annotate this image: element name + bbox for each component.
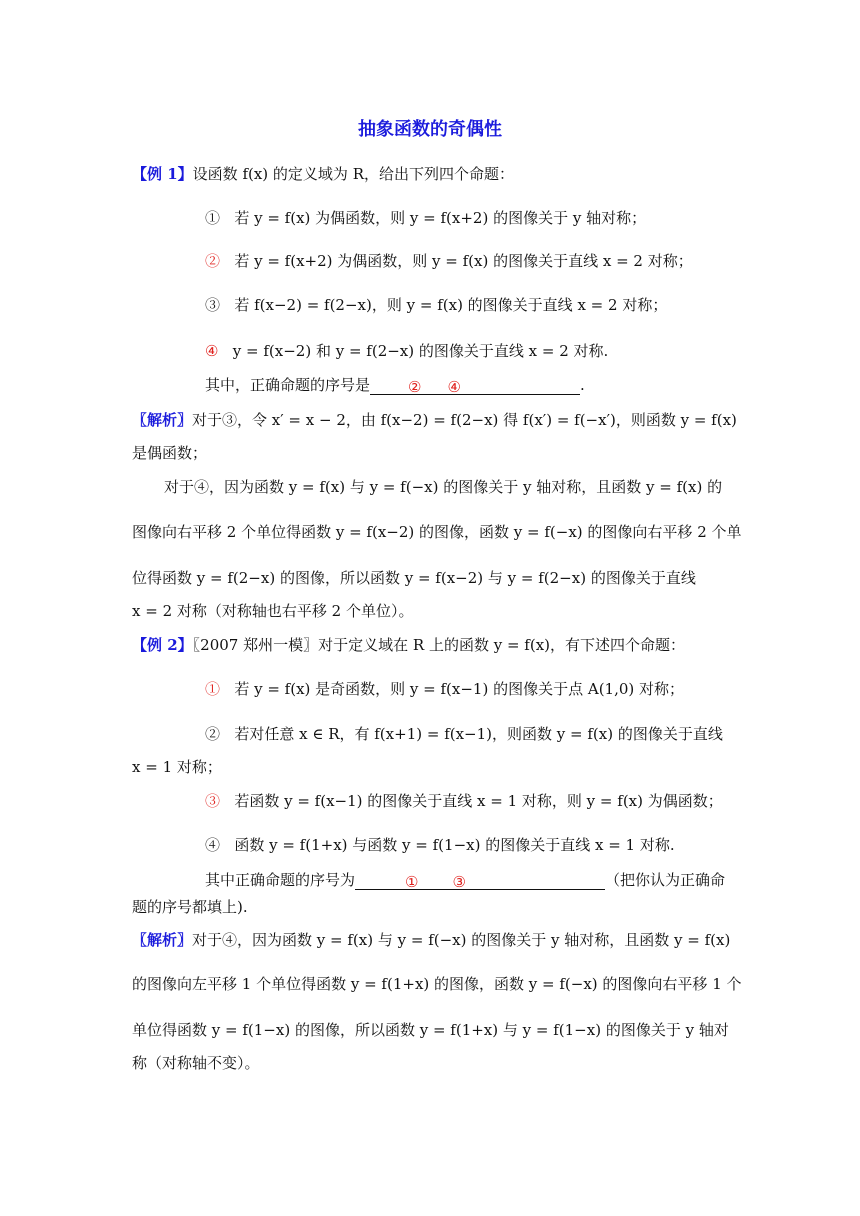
item-text: 若 y = f(x+2) 为偶函数，则 y = f(x) 的图像关于直线 x = 2 对称； [234,252,693,270]
example-1-item-4 [205,340,608,362]
solution-2-line-3: 单位得函数 y = f(1−x) 的图像，所以函数 y = f(1+x) 与 y = f(1−x) 的图像关于 y 轴对 [132,1021,729,1039]
solution-1-text: 对于③，令 x′ = x − 2，由 f(x−2) = f(2−x) 得 f(x′) = f(−x′)，则函数 y = f(x) [192,411,737,429]
answer-prefix: 其中，正确命题的序号是 [205,376,371,394]
example-2-stem [132,634,685,656]
solution-2-text: 对于④，因为函数 y = f(x) 与 y = f(−x) 的图像关于 y 轴对称，且函数 y = f(x) [192,931,731,949]
example-1-tag: 【例 1】 [132,165,193,183]
answer-prefix: 其中正确命题的序号为 [205,871,356,889]
solution-1-line-5: 位得函数 y = f(2−x) 的图像，所以函数 y = f(x−2) 与 y = f(2−x) 的图像关于直线 [132,569,696,587]
solution-1-line-2: 是偶函数； [132,444,208,462]
example-1-stem [132,163,514,185]
item-number: ② [205,725,221,743]
example-2-item-2 [205,723,723,745]
solution-1-line-6: x = 2 对称（对称轴也右平移 2 个单位）。 [132,602,414,620]
solution-1-line-4: 图像向右平移 2 个单位得函数 y = f(x−2) 的图像，函数 y = f(−x) 的图像向右平移 2 个单 [132,523,742,541]
item-text: 若 y = f(x) 是奇函数，则 y = f(x−1) 的图像关于点 A(1,0) 对称； [234,680,685,698]
example-2-answer-cont: 题的序号都填上). [132,898,248,916]
item-text: y = f(x−2) 和 y = f(2−x) 的图像关于直线 x = 2 对称. [232,342,609,360]
example-2-item-2-cont: x = 1 对称； [132,758,222,776]
example-1-item-3 [205,294,667,316]
answer-suffix: （把你认为正确命 [605,871,726,889]
item-number: ④ [205,342,219,360]
example-1-item-2 [205,250,693,272]
item-number: ④ [205,836,221,854]
item-text: 若 f(x−2) = f(2−x)，则 y = f(x) 的图像关于直线 x = 2 对称； [234,296,668,314]
item-number: ① [205,680,221,698]
example-1-answer-line [205,374,585,396]
solution-2-line-2: 的图像向左平移 1 个单位得函数 y = f(1+x) 的图像，函数 y = f(−x) 的图像向右平移 1 个 [132,975,742,993]
item-number: ① [205,209,221,227]
answer-blank [355,871,605,890]
solution-2-line-1 [132,929,730,951]
item-number: ③ [205,296,221,314]
item-number: ③ [205,792,221,810]
solution-2-line-4: 称（对称轴不变）。 [132,1054,260,1072]
solution-2-tag: 〖解析〗 [132,931,193,949]
example-2-answer-line [205,869,725,891]
answer-2: ③ [452,873,466,891]
answer-blank [370,376,580,395]
example-2-item-3 [205,790,723,812]
page-title: 抽象函数的奇偶性 [358,119,502,140]
answer-1: ① [405,873,419,891]
answer-1: ② [408,378,422,396]
answer-suffix: . [580,376,585,394]
answer-2: ④ [447,378,461,396]
example-2-item-4 [205,834,675,856]
solution-1-line-1 [132,409,737,431]
item-text: 若对任意 x ∈ R，有 f(x+1) = f(x−1)，则函数 y = f(x) 的图像关于直线 [234,725,723,743]
item-text: 若 y = f(x) 为偶函数，则 y = f(x+2) 的图像关于 y 轴对称； [234,209,647,227]
item-text: 函数 y = f(1+x) 与函数 y = f(1−x) 的图像关于直线 x = 1 对称. [234,836,675,854]
example-1-text: 设函数 f(x) 的定义域为 R，给出下列四个命题： [192,165,514,183]
solution-1-line-3: 对于④，因为函数 y = f(x) 与 y = f(−x) 的图像关于 y 轴对称，且函数 y = f(x) 的 [164,478,723,496]
item-text: 若函数 y = f(x−1) 的图像关于直线 x = 1 对称，则 y = f(x) 为偶函数； [234,792,723,810]
example-2-tag: 【例 2】 [132,636,193,654]
item-number: ② [205,252,221,270]
example-2-item-1 [205,678,684,700]
example-1-item-1 [205,207,646,229]
solution-1-tag: 〖解析〗 [132,411,193,429]
example-2-text: 〖2007 郑州一模〗对于定义域在 R 上的函数 y = f(x)，有下述四个命题： [192,636,686,654]
